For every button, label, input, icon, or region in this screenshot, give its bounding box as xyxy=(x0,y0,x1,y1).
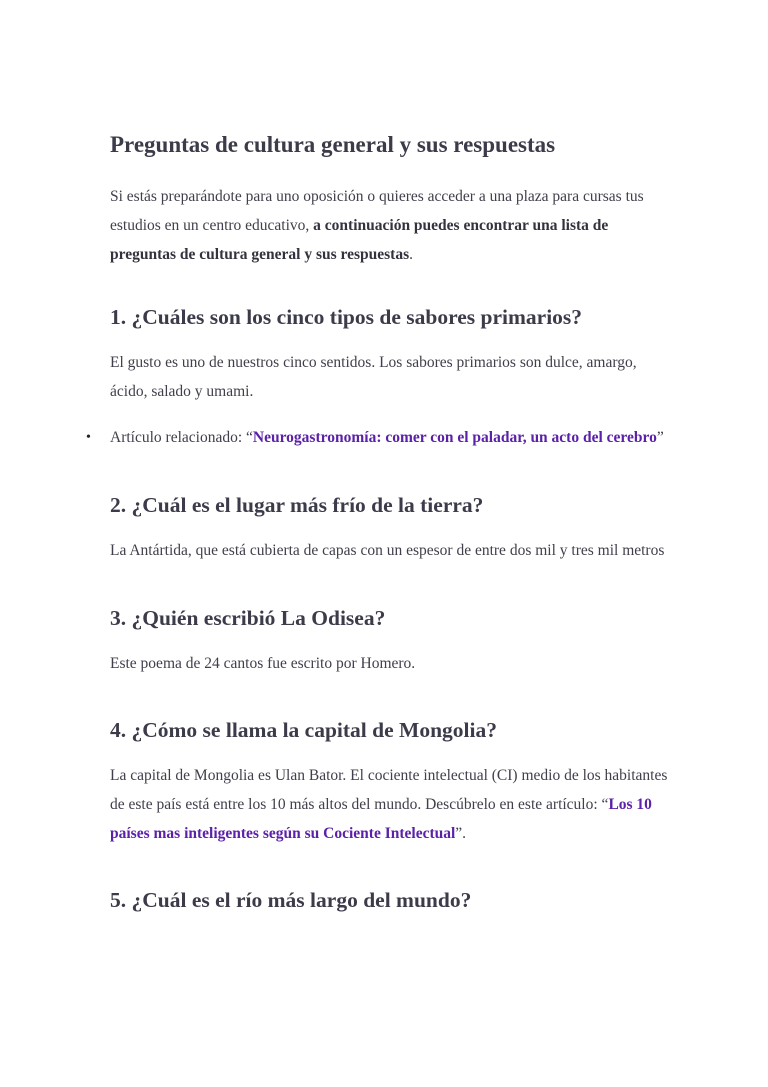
question-5-heading: 5. ¿Cuál es el río más largo del mundo? xyxy=(110,888,472,912)
related-article-item xyxy=(86,423,670,452)
question-4-answer-end: ”. xyxy=(455,825,467,842)
question-1-answer: El gusto es uno de nuestros cinco sentidos. Los sabores primarios son dulce, amargo, ácido, salado y umami. xyxy=(110,354,637,400)
document-page xyxy=(86,128,670,915)
related-prefix: Artículo relacionado: “ xyxy=(110,429,253,446)
question-1-heading: 1. ¿Cuáles son los cinco tipos de sabores primarios? xyxy=(110,305,583,329)
intro-period: . xyxy=(409,246,413,263)
question-3-answer: Este poema de 24 cantos fue escrito por Homero. xyxy=(110,655,416,672)
question-2-heading: 2. ¿Cuál es el lugar más frío de la tierra? xyxy=(110,493,484,517)
question-4-answer xyxy=(110,761,670,848)
iq-article-link[interactable]: Los 10 países mas inteligentes según su Cociente Intelectual xyxy=(110,796,652,842)
intro-paragraph xyxy=(110,182,670,269)
related-article-text xyxy=(110,423,670,452)
related-suffix: ” xyxy=(656,429,664,446)
intro-text: Si estás preparándote para uno oposición o quieres acceder a una plaza para cursas tus estudios en un centro educativo, xyxy=(110,188,644,234)
question-2-answer: La Antártida, que está cubierta de capas con un espesor de entre dos mil y tres mil metros xyxy=(110,542,665,559)
related-article-link[interactable]: Neurogastronomía: comer con el paladar, un acto del cerebro xyxy=(252,429,657,446)
bullet-icon: • xyxy=(86,430,91,445)
intro-bold-text: a continuación puedes encontrar una lista de preguntas de cultura general y sus respuestas xyxy=(110,217,609,263)
question-4-answer-text: La capital de Mongolia es Ulan Bator. El cociente intelectual (CI) medio de los habitantes de este país está entre los 10 más altos del mundo. Descúbrelo en este artículo: “ xyxy=(110,767,668,813)
question-4-heading: 4. ¿Cómo se llama la capital de Mongolia? xyxy=(110,718,497,742)
question-3-heading: 3. ¿Quién escribió La Odisea? xyxy=(110,606,386,630)
page-title: Preguntas de cultura general y sus respuestas xyxy=(110,132,556,157)
